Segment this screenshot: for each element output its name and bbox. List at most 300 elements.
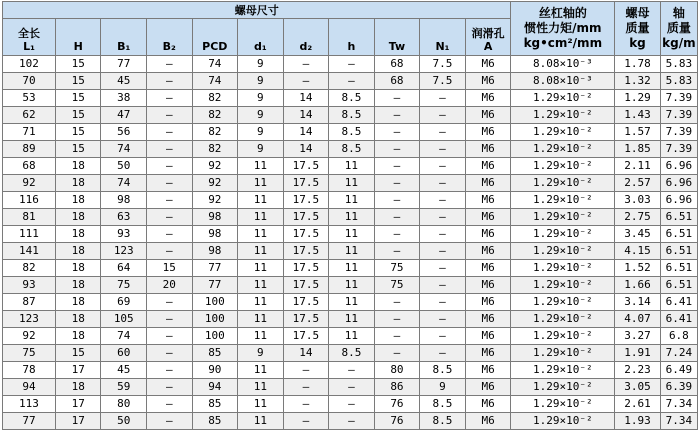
table-cell: 82 <box>192 124 238 141</box>
table-cell: 56 <box>101 124 147 141</box>
table-cell: 1.29×10⁻² <box>511 328 615 345</box>
table-row <box>3 243 698 260</box>
table-cell: 11 <box>329 277 375 294</box>
table-row <box>3 294 698 311</box>
table-cell: M6 <box>465 294 511 311</box>
table-cell: 92 <box>192 192 238 209</box>
table-cell: — <box>420 243 466 260</box>
table-cell: 6.96 <box>660 158 697 175</box>
col-header-h <box>55 19 101 56</box>
table-cell: 9 <box>238 73 284 90</box>
table-cell: 6.96 <box>660 192 697 209</box>
table-cell: 11 <box>329 328 375 345</box>
table-cell: M6 <box>465 243 511 260</box>
table-cell: 92 <box>3 175 56 192</box>
table-cell: 1.29×10⁻² <box>511 277 615 294</box>
table-cell: 63 <box>101 209 147 226</box>
table-cell: 68 <box>374 73 420 90</box>
table-cell: 9 <box>238 141 284 158</box>
table-cell: 123 <box>3 311 56 328</box>
table-cell: 1.29×10⁻² <box>511 413 615 430</box>
table-cell: — <box>329 73 375 90</box>
table-cell: 17 <box>55 396 101 413</box>
table-cell: 74 <box>192 56 238 73</box>
table-cell: 17 <box>55 362 101 379</box>
table-cell: 1.29 <box>615 90 661 107</box>
table-cell: 11 <box>329 311 375 328</box>
table-cell: 8.5 <box>329 90 375 107</box>
table-cell: 9 <box>238 90 284 107</box>
table-cell: 81 <box>3 209 56 226</box>
table-cell: 7.39 <box>660 124 697 141</box>
table-cell: — <box>374 243 420 260</box>
table-cell: — <box>147 345 193 362</box>
table-cell: — <box>147 226 193 243</box>
table-cell: 2.75 <box>615 209 661 226</box>
table-cell: 7.39 <box>660 107 697 124</box>
table-cell: 59 <box>101 379 147 396</box>
table-cell: 98 <box>192 226 238 243</box>
table-cell: 94 <box>192 379 238 396</box>
table-cell: 98 <box>192 209 238 226</box>
table-cell: — <box>147 124 193 141</box>
table-cell: 18 <box>55 192 101 209</box>
table-cell: 98 <box>101 192 147 209</box>
table-cell: 8.08×10⁻³ <box>511 73 615 90</box>
table-cell: — <box>374 226 420 243</box>
table-cell: 53 <box>3 90 56 107</box>
table-cell: 8.5 <box>329 141 375 158</box>
table-cell: 75 <box>374 277 420 294</box>
table-cell: — <box>420 226 466 243</box>
table-cell: 11 <box>238 260 284 277</box>
nut-dimensions-header: 螺母尺寸 <box>3 2 511 19</box>
table-cell: — <box>147 175 193 192</box>
table-cell: 78 <box>3 362 56 379</box>
table-cell: 8.5 <box>420 413 466 430</box>
nut-mass-header-line1: 螺母 <box>625 6 650 20</box>
table-cell: 9 <box>420 379 466 396</box>
table-cell: 11 <box>329 192 375 209</box>
table-cell: — <box>147 141 193 158</box>
table-row <box>3 413 698 430</box>
table-cell: 85 <box>192 396 238 413</box>
table-cell: 94 <box>3 379 56 396</box>
table-cell: M6 <box>465 226 511 243</box>
table-cell: 1.29×10⁻² <box>511 175 615 192</box>
table-cell: 75 <box>3 345 56 362</box>
table-cell: — <box>147 294 193 311</box>
inertia-header-line2: 惯性力矩/mm <box>524 21 602 35</box>
table-cell: 62 <box>3 107 56 124</box>
table-cell: 1.52 <box>615 260 661 277</box>
table-cell: 8.5 <box>329 124 375 141</box>
table-cell: M6 <box>465 56 511 73</box>
table-cell: — <box>420 311 466 328</box>
table-cell: 77 <box>101 56 147 73</box>
table-cell: 11 <box>238 328 284 345</box>
table-cell: 74 <box>192 73 238 90</box>
table-cell: — <box>283 379 329 396</box>
table-row <box>3 311 698 328</box>
table-cell: 38 <box>101 90 147 107</box>
table-row <box>3 226 698 243</box>
table-cell: M6 <box>465 362 511 379</box>
table-cell: 11 <box>238 158 284 175</box>
table-cell: 77 <box>192 260 238 277</box>
table-cell: 100 <box>192 328 238 345</box>
table-cell: 90 <box>192 362 238 379</box>
col-header-line2: A <box>483 40 493 53</box>
table-cell: — <box>374 328 420 345</box>
table-cell: 11 <box>238 243 284 260</box>
col-header-hh <box>329 19 375 56</box>
col-header-tw <box>374 19 420 56</box>
table-row <box>3 345 698 362</box>
table-cell: 50 <box>101 413 147 430</box>
table-cell: 102 <box>3 56 56 73</box>
table-row <box>3 141 698 158</box>
table-cell: 6.51 <box>660 226 697 243</box>
table-row <box>3 362 698 379</box>
table-cell: 7.39 <box>660 141 697 158</box>
table-cell: 74 <box>101 328 147 345</box>
table-cell: 92 <box>192 158 238 175</box>
table-cell: 7.5 <box>420 73 466 90</box>
table-cell: 11 <box>238 175 284 192</box>
table-cell: 17.5 <box>283 328 329 345</box>
table-body <box>3 56 698 430</box>
table-cell: 77 <box>3 413 56 430</box>
table-cell: 6.51 <box>660 277 697 294</box>
table-cell: 11 <box>238 413 284 430</box>
table-cell: — <box>374 294 420 311</box>
table-cell: 11 <box>238 294 284 311</box>
table-cell: 7.5 <box>420 56 466 73</box>
table-cell: 70 <box>3 73 56 90</box>
table-cell: — <box>420 175 466 192</box>
table-cell: 68 <box>3 158 56 175</box>
table-cell: 14 <box>283 107 329 124</box>
table-cell: 1.32 <box>615 73 661 90</box>
table-cell: 50 <box>101 158 147 175</box>
table-cell: — <box>147 396 193 413</box>
table-cell: — <box>374 124 420 141</box>
table-cell: — <box>420 260 466 277</box>
table-cell: 17.5 <box>283 243 329 260</box>
table-cell: 6.96 <box>660 175 697 192</box>
table-cell: 1.93 <box>615 413 661 430</box>
table-cell: 18 <box>55 175 101 192</box>
table-cell: 1.29×10⁻² <box>511 260 615 277</box>
table-cell: 18 <box>55 260 101 277</box>
table-row <box>3 379 698 396</box>
col-header-line2: B₂ <box>162 40 176 53</box>
table-cell: — <box>147 192 193 209</box>
table-cell: M6 <box>465 73 511 90</box>
table-cell: 92 <box>192 175 238 192</box>
table-cell: — <box>420 345 466 362</box>
table-cell: 14 <box>283 90 329 107</box>
table-cell: 17.5 <box>283 192 329 209</box>
table-cell: — <box>147 362 193 379</box>
table-cell: — <box>329 362 375 379</box>
table-cell: 11 <box>238 362 284 379</box>
table-cell: 100 <box>192 294 238 311</box>
table-cell: — <box>374 141 420 158</box>
table-cell: 6.8 <box>660 328 697 345</box>
table-cell: M6 <box>465 158 511 175</box>
col-header-line1: 润滑孔 <box>471 27 505 40</box>
table-row <box>3 73 698 90</box>
nut-spec-table <box>2 1 698 430</box>
col-header-b1 <box>101 19 147 56</box>
table-cell: — <box>283 362 329 379</box>
table-cell: M6 <box>465 277 511 294</box>
table-row <box>3 260 698 277</box>
table-cell: — <box>374 345 420 362</box>
table-cell: 82 <box>3 260 56 277</box>
table-cell: M6 <box>465 311 511 328</box>
col-header-d1 <box>238 19 284 56</box>
table-cell: — <box>420 107 466 124</box>
table-cell: 17.5 <box>283 158 329 175</box>
table-cell: 6.39 <box>660 379 697 396</box>
nut-mass-header-line2: 质量 <box>625 21 650 35</box>
table-cell: 3.05 <box>615 379 661 396</box>
table-cell: — <box>329 413 375 430</box>
table-cell: 93 <box>101 226 147 243</box>
table-cell: 82 <box>192 107 238 124</box>
table-cell: 11 <box>329 209 375 226</box>
table-cell: 86 <box>374 379 420 396</box>
table-cell: 15 <box>55 73 101 90</box>
table-cell: M6 <box>465 328 511 345</box>
table-cell: 2.61 <box>615 396 661 413</box>
table-cell: 17.5 <box>283 226 329 243</box>
table-cell: 11 <box>329 158 375 175</box>
table-cell: — <box>374 209 420 226</box>
table-cell: 11 <box>238 192 284 209</box>
table-cell: — <box>374 90 420 107</box>
table-cell: 14 <box>283 124 329 141</box>
col-header-line2: PCD <box>202 40 228 53</box>
table-cell: M6 <box>465 379 511 396</box>
table-cell: — <box>147 209 193 226</box>
shaft-mass-header-line1: 轴 <box>672 6 685 20</box>
table-cell: 11 <box>238 226 284 243</box>
table-cell: — <box>147 413 193 430</box>
table-cell: 17.5 <box>283 260 329 277</box>
table-cell: 15 <box>55 107 101 124</box>
table-cell: 87 <box>3 294 56 311</box>
inertia-header-unit: kg•cm²/mm <box>523 36 603 50</box>
table-cell: 89 <box>3 141 56 158</box>
table-cell: 15 <box>55 124 101 141</box>
table-row <box>3 396 698 413</box>
table-cell: M6 <box>465 107 511 124</box>
table-cell: 4.15 <box>615 243 661 260</box>
table-row <box>3 124 698 141</box>
table-cell: 14 <box>283 345 329 362</box>
table-cell: 1.29×10⁻² <box>511 107 615 124</box>
col-header-line2: Tw <box>388 40 406 53</box>
table-cell: — <box>147 379 193 396</box>
col-header-l1 <box>3 19 56 56</box>
table-cell: — <box>374 192 420 209</box>
table-cell: — <box>420 124 466 141</box>
table-cell: — <box>283 396 329 413</box>
table-cell: 1.29×10⁻² <box>511 124 615 141</box>
table-row <box>3 90 698 107</box>
table-cell: — <box>420 328 466 345</box>
table-cell: 11 <box>238 379 284 396</box>
table-cell: — <box>329 396 375 413</box>
table-cell: — <box>147 158 193 175</box>
table-cell: 80 <box>374 362 420 379</box>
table-cell: 1.29×10⁻² <box>511 311 615 328</box>
table-cell: 1.29×10⁻² <box>511 294 615 311</box>
table-cell: 9 <box>238 107 284 124</box>
table-cell: 1.29×10⁻² <box>511 90 615 107</box>
table-cell: — <box>147 243 193 260</box>
table-cell: 9 <box>238 124 284 141</box>
table-cell: 1.29×10⁻² <box>511 396 615 413</box>
table-cell: 71 <box>3 124 56 141</box>
table-cell: 1.78 <box>615 56 661 73</box>
table-row <box>3 277 698 294</box>
table-cell: 4.07 <box>615 311 661 328</box>
table-cell: 1.91 <box>615 345 661 362</box>
table-cell: M6 <box>465 413 511 430</box>
col-header-line2: d₂ <box>299 40 313 53</box>
table-cell: — <box>147 56 193 73</box>
table-cell: 75 <box>374 260 420 277</box>
table-cell: — <box>420 141 466 158</box>
table-cell: 64 <box>101 260 147 277</box>
table-cell: 7.34 <box>660 413 697 430</box>
table-cell: 8.5 <box>329 107 375 124</box>
table-cell: 18 <box>55 243 101 260</box>
table-cell: 7.24 <box>660 345 697 362</box>
col-header-pcd <box>192 19 238 56</box>
table-cell: — <box>420 90 466 107</box>
table-cell: — <box>147 328 193 345</box>
table-cell: 45 <box>101 362 147 379</box>
table-cell: — <box>374 175 420 192</box>
nut-mass-header-unit: kg <box>629 36 646 50</box>
table-cell: — <box>374 107 420 124</box>
table-cell: — <box>329 379 375 396</box>
table-cell: 80 <box>101 396 147 413</box>
table-cell: 98 <box>192 243 238 260</box>
col-header-lube-hole-a <box>465 19 511 56</box>
table-cell: 18 <box>55 379 101 396</box>
table-cell: — <box>420 158 466 175</box>
table-cell: 1.29×10⁻² <box>511 243 615 260</box>
table-cell: 1.85 <box>615 141 661 158</box>
table-cell: 1.29×10⁻² <box>511 192 615 209</box>
table-cell: — <box>329 56 375 73</box>
table-cell: 45 <box>101 73 147 90</box>
table-cell: 8.5 <box>420 362 466 379</box>
table-cell: 2.11 <box>615 158 661 175</box>
table-cell: 11 <box>238 277 284 294</box>
table-cell: M6 <box>465 141 511 158</box>
table-cell: 76 <box>374 413 420 430</box>
table-cell: 75 <box>101 277 147 294</box>
table-cell: 3.14 <box>615 294 661 311</box>
table-cell: 92 <box>3 328 56 345</box>
table-cell: — <box>147 107 193 124</box>
inertia-header <box>511 2 615 56</box>
table-cell: 105 <box>101 311 147 328</box>
table-cell: 15 <box>55 141 101 158</box>
table-cell: 74 <box>101 175 147 192</box>
table-cell: — <box>283 56 329 73</box>
table-cell: 1.66 <box>615 277 661 294</box>
table-cell: 68 <box>374 56 420 73</box>
table-cell: M6 <box>465 260 511 277</box>
table-cell: 6.41 <box>660 294 697 311</box>
table-cell: 11 <box>329 243 375 260</box>
table-cell: 18 <box>55 311 101 328</box>
table-cell: 11 <box>329 175 375 192</box>
table-cell: 18 <box>55 328 101 345</box>
table-cell: 17 <box>55 413 101 430</box>
table-row <box>3 56 698 73</box>
table-cell: 1.29×10⁻² <box>511 345 615 362</box>
table-cell: 1.29×10⁻² <box>511 362 615 379</box>
table-cell: 47 <box>101 107 147 124</box>
table-cell: 8.5 <box>329 345 375 362</box>
table-cell: 18 <box>55 294 101 311</box>
table-cell: 93 <box>3 277 56 294</box>
col-header-n1 <box>420 19 466 56</box>
col-header-line2: L₁ <box>23 40 35 53</box>
table-cell: 17.5 <box>283 277 329 294</box>
table-cell: 9 <box>238 56 284 73</box>
table-cell: — <box>374 158 420 175</box>
table-row <box>3 175 698 192</box>
table-cell: 17.5 <box>283 209 329 226</box>
table-cell: — <box>147 90 193 107</box>
table-cell: 7.39 <box>660 90 697 107</box>
col-header-line2: d₁ <box>253 40 267 53</box>
table-cell: 1.29×10⁻² <box>511 141 615 158</box>
table-cell: 113 <box>3 396 56 413</box>
table-cell: 9 <box>238 345 284 362</box>
table-cell: — <box>420 209 466 226</box>
table-cell: 74 <box>101 141 147 158</box>
table-cell: 1.43 <box>615 107 661 124</box>
table-cell: 85 <box>192 413 238 430</box>
table-cell: M6 <box>465 175 511 192</box>
table-cell: 6.41 <box>660 311 697 328</box>
table-cell: 15 <box>55 56 101 73</box>
table-cell: — <box>283 413 329 430</box>
table-cell: 20 <box>147 277 193 294</box>
table-cell: M6 <box>465 90 511 107</box>
table-cell: 8.5 <box>420 396 466 413</box>
table-cell: 85 <box>192 345 238 362</box>
col-header-line2: H <box>73 40 83 53</box>
table-cell: — <box>147 311 193 328</box>
table-cell: 60 <box>101 345 147 362</box>
table-cell: 15 <box>55 345 101 362</box>
table-cell: M6 <box>465 192 511 209</box>
table-cell: M6 <box>465 209 511 226</box>
